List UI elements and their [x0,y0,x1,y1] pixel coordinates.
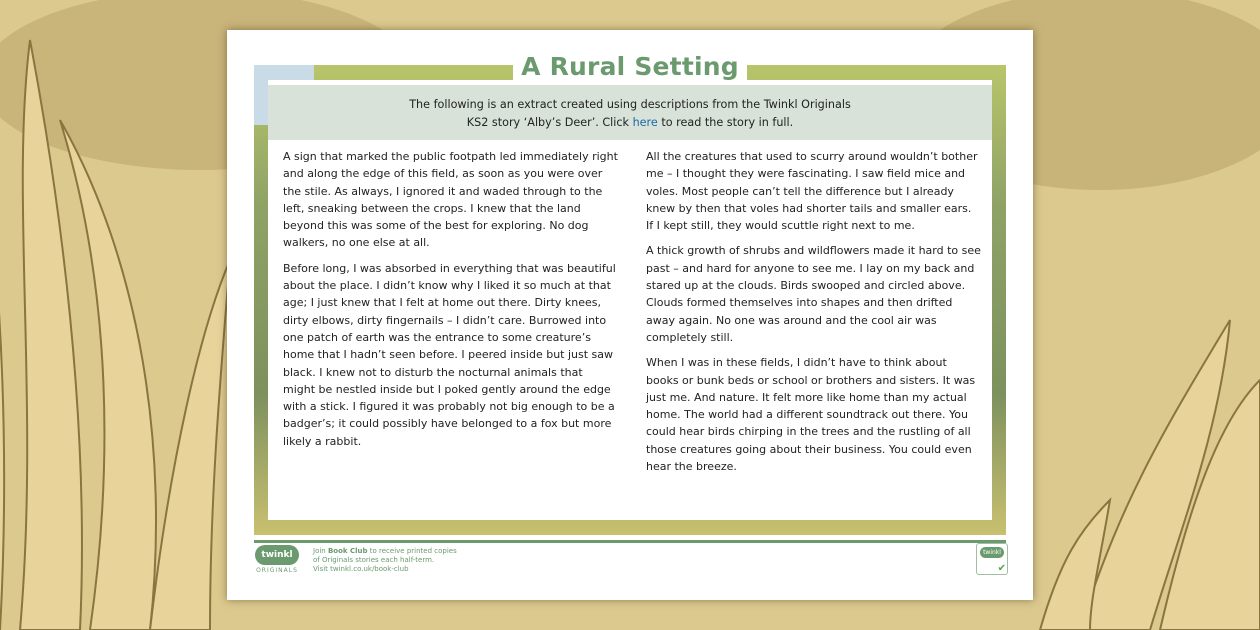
book-club-promo [313,547,457,574]
promo-text: to receive printed copies [367,547,457,555]
story-link[interactable]: here [632,116,658,129]
paragraph: Before long, I was absorbed in everything that was beautiful about the place. I didn’t know why I liked it so much at that age; I just knew that I felt at home out there. Dirty knees, dirty elbows, dirty fingernails – I didn’t care. Burrowed into one patch of earth was the entrance to some creature’s home that I hadn’t seen before. I peered inside but just saw black. I knew not to disturb the nocturnal animals that might be nestled inside but I poked gently around the edge with a stick. I figured it was probably not big enough to be a badger’s; it could possibly have belonged to a fox but more likely a rabbit. [283,261,616,448]
paragraph: A sign that marked the public footpath led immediately right and along the edge of this field, as soon as you were over the stile. As always, I ignored it and waded through to the left, sneaking between the crops. I knew that the land beyond this was some of the best for exploring. No dog walkers, no one else at all. [283,150,618,250]
paragraph: All the creatures that used to scurry around wouldn’t bother me – I thought they were fascinating. I saw field mice and voles. Most people can’t tell the difference but I already knew by then that voles had shorter tails and smaller ears. If I kept still, they would scuttle right next to me. [646,150,978,233]
intro-line-2 [268,114,992,132]
right-column [646,148,981,483]
checkmark-icon: ✔ [997,563,1006,574]
quality-badge-icon [976,543,1008,575]
book-club-url[interactable]: Visit twinkl.co.uk/book-club [313,565,409,573]
worksheet-page [227,30,1033,600]
logo-text: twinkl [255,545,299,565]
promo-text: Join [313,547,328,555]
left-column [283,148,618,458]
intro-line-1: The following is an extract created using descriptions from the Twinkl Originals [409,98,851,111]
promo-text: of Originals stories each half-term. [313,556,435,564]
paragraph: A thick growth of shrubs and wildflowers made it hard to see past – and hard for anyone to see me. I lay on my back and stared up at the clouds. Birds swooped and circled above. Clouds formed themselves into shapes and then drifted away again. No one was around and the cool air was completely still. [646,244,981,344]
intro-text: to read the story in full. [657,116,794,129]
twinkl-originals-logo [255,545,299,577]
paragraph: When I was in these fields, I didn’t have to think about books or bunk beds or school or brothers and sisters. It was just me. And nature. It felt more like home than my actual home. The world had a different soundtrack out there. You could hear birds chirping in the trees and the rustling of all those creatures going about their business. You could even hear the breeze. [646,356,976,474]
page-title-wrap [227,52,1033,81]
logo-subtext: ORIGINALS [256,567,298,574]
intro-text: KS2 story ‘Alby’s Deer’. Click [466,116,633,129]
footer-divider [254,540,1006,543]
badge-text: twinkl [980,547,1004,558]
page-title: A Rural Setting [513,52,747,81]
book-club-label: Book Club [327,547,368,555]
intro-band [268,85,992,140]
